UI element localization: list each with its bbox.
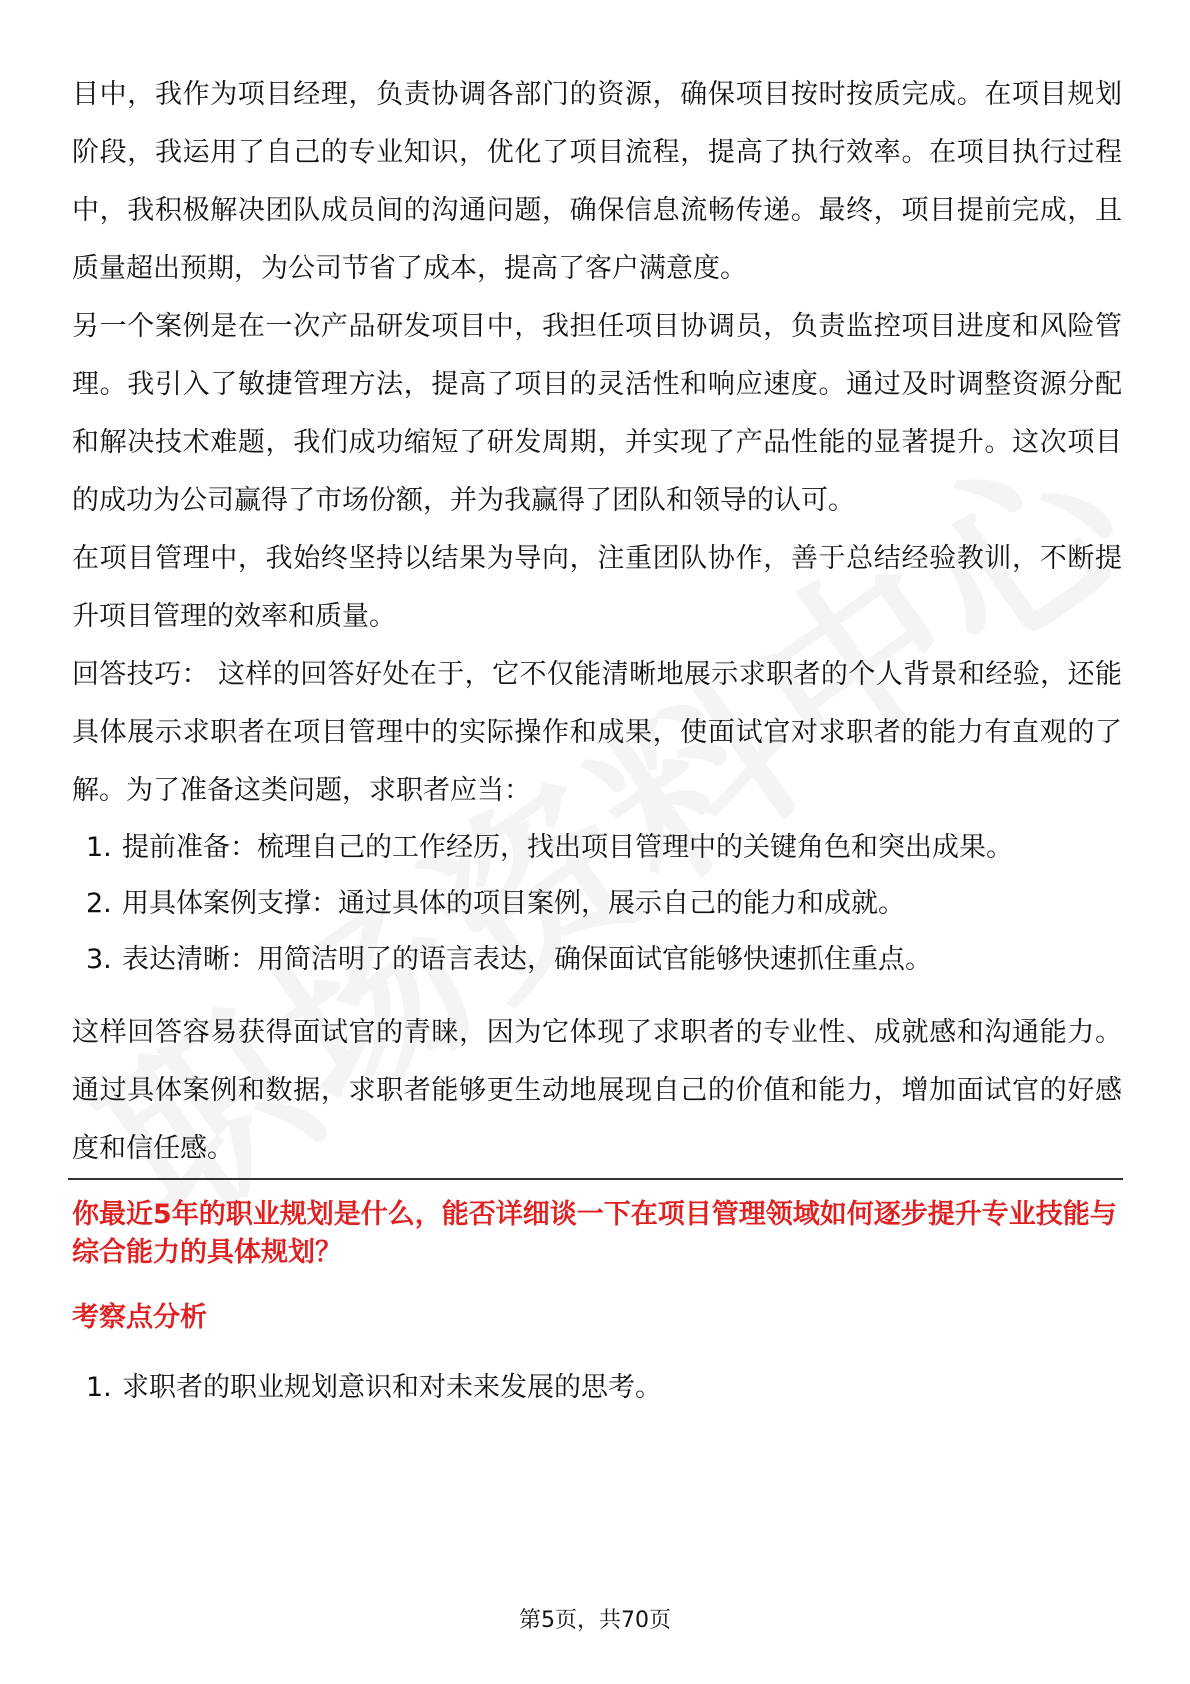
paragraph-product-rd-case: 另一个案例是在一次产品研发项目中，我担任项目协调员，负责监控项目进度和风险管理。我引入了敏捷管理方法，提高了项目的灵活性和响应速度。通过及时调整资源分配和解决技术难题，我们成功缩短了研发周期，并实现了产品性能的显著提升。这次项目的成功为公司赢得了市场份额，并为我赢得了团队和领导的认可。 xyxy=(72,311,1122,516)
list-item: 1. 提前准备：梳理自己的工作经历，找出项目管理中的关键角色和突出成果。 xyxy=(86,832,1013,863)
interview-question: 你最近5年的职业规划是什么，能否详细谈一下在项目管理领域如何逐步提升专业技能与综合能力的具体规划？ xyxy=(72,1199,1117,1268)
paragraph-summary: 在项目管理中，我始终坚持以结果为导向，注重团队协作，善于总结经验教训，不断提升项目管理的效率和质量。 xyxy=(72,543,1122,632)
list-item: 1. 求职者的职业规划意识和对未来发展的思考。 xyxy=(86,1372,662,1403)
list-item: 2. 用具体案例支撑：通过具体的项目案例，展示自己的能力和成就。 xyxy=(86,888,905,919)
paragraph-conclusion: 这样回答容易获得面试官的青睐，因为它体现了求职者的专业性、成就感和沟通能力。通过具体案例和数据，求职者能够更生动地展现自己的价值和能力，增加面试官的好感度和信任感。 xyxy=(72,1017,1122,1164)
paragraph-project-manager-case: 目中，我作为项目经理，负责协调各部门的资源，确保项目按时按质完成。在项目规划阶段，我运用了自己的专业知识，优化了项目流程，提高了执行效率。在项目执行过程中，我积极解决团队成员间的沟通问题，确保信息流畅传递。最终，项目提前完成，且质量超出预期，为公司节省了成本，提高了客户满意度。 xyxy=(72,79,1122,284)
analysis-heading: 考察点分析 xyxy=(72,1302,207,1333)
document-body xyxy=(72,66,1122,1432)
list-item: 3. 表达清晰：用简洁明了的语言表达，确保面试官能够快速抓住重点。 xyxy=(86,944,932,975)
analysis-list xyxy=(72,1360,1122,1416)
paragraph-answer-tips: 回答技巧： 这样的回答好处在于，它不仅能清晰地展示求职者的个人背景和经验，还能具体展示求职者在项目管理中的实际操作和成果，使面试官对求职者的能力有直观的了解。为了准备这类问题，求职者应当： xyxy=(72,659,1122,806)
page-number: 第5页，共70页 xyxy=(519,1608,671,1633)
section-divider xyxy=(68,1178,1123,1180)
tips-list xyxy=(72,820,1122,988)
